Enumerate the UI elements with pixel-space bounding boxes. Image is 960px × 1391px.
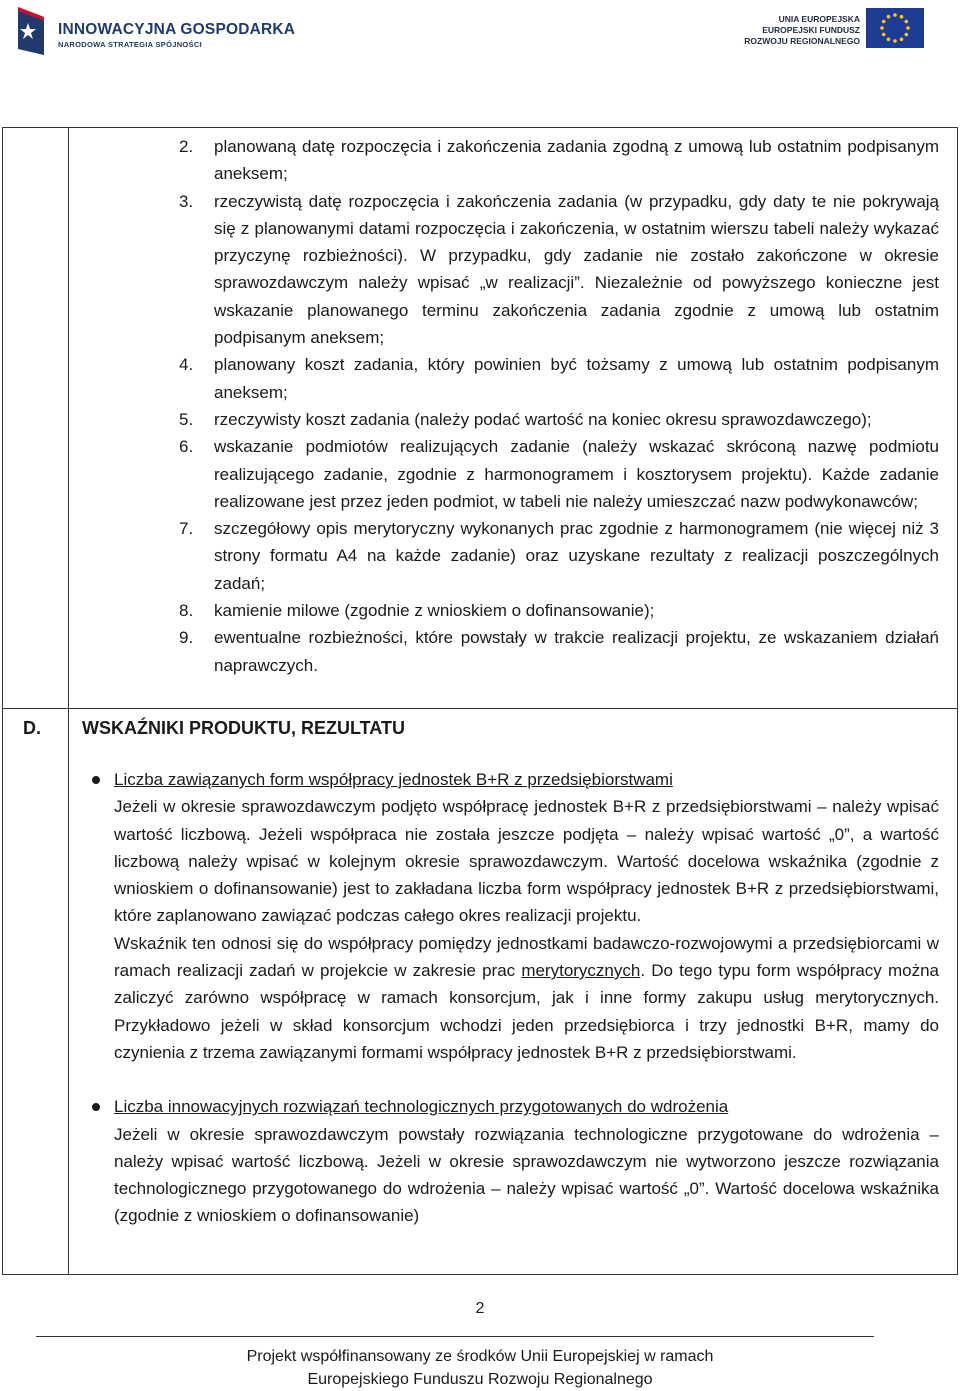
- table-row: [3, 128, 958, 709]
- list-item: [69, 515, 957, 597]
- list-item: [69, 624, 957, 679]
- eu-logo: [744, 8, 924, 54]
- ig-logo-title: INNOWACYJNA GOSPODARKA: [58, 21, 296, 38]
- indicator-content: [114, 1093, 957, 1229]
- bullet-dot-icon: [91, 766, 101, 1066]
- table-cell-content: [69, 709, 958, 1275]
- indicator-paragraph: Jeżeli w okresie sprawozdawczym powstały rozwiązania technologiczne przygotowane do wdrożenia – należy wpisać wartość liczbową. Jeżeli w okresie sprawozdawczym nie wytworzono jeszcze rozwiązania technologicznego przygotowanego do wdrożenia – należy wpisać wartość „0”. Wartość docelowa wskaźnika (zgodnie z wnioskiem o dofinansowanie): [114, 1124, 939, 1226]
- footer-line2: Europejskiego Funduszu Rozwoju Regionalnego: [307, 1371, 653, 1388]
- list-item-number: 2.: [179, 137, 194, 156]
- list-item-number: 5.: [179, 409, 194, 429]
- list-item-number: 9.: [179, 628, 194, 648]
- list-item-number: 6.: [179, 437, 194, 457]
- indicator-title: Liczba zawiązanych form współpracy jednostek B+R z przedsiębiorstwami: [114, 770, 673, 789]
- ig-logo-subtitle: NARODOWA STRATEGIA SPÓJNOŚCI: [58, 40, 202, 49]
- list-item-text: rzeczywistą datę rozpoczęcia i zakończenia zadania (w przypadku, gdy daty te nie pokrywają się z planowanymi datami rozpoczęcia i zakończenia, w ostatnim wierszu tabeli należy wykazać przyczynę rozbieżności). W przypadku, gdy zadanie nie zostało zakończone w okresie sprawozdawczym należy wpisać „w realizacji”. Niezależnie od powyższego konieczne jest wskazanie planowanego terminu zakończenia zadania zgodnie z umową lub ostatnim podpisanym aneksem;: [214, 191, 939, 348]
- list-item-text: wskazanie podmiotów realizujących zadanie (należy wskazać skróconą nazwę podmiotu realizującego zadanie, zgodnie z harmonogramem i kosztorysem projektu). Każde zadanie realizowane jest przez jeden podmiot, w tabeli nie należy umieszczać nazw podwykonawców;: [214, 437, 939, 511]
- list-item-number: 3.: [179, 191, 194, 211]
- footer-divider: [36, 1336, 874, 1337]
- numbered-list: [69, 133, 957, 679]
- list-item-text: ewentualne rozbieżności, które powstały w trakcie realizacji projektu, ze wskazaniem działań naprawczych.: [214, 628, 939, 675]
- list-item: [69, 133, 957, 188]
- list-item-text: planowany koszt zadania, który powinien być tożsamy z umową lub ostatnim podpisanym aneksem;: [214, 355, 939, 402]
- list-item-text: rzeczywisty koszt zadania (należy podać wartość na koniec okresu sprawozdawczego);: [214, 409, 872, 429]
- list-item: [69, 351, 957, 406]
- list-item-number: 7.: [179, 519, 194, 539]
- eu-flag-icon: [866, 8, 924, 48]
- report-table: [2, 127, 958, 1275]
- footer-line1: Projekt współfinansowany ze środków Unii Europejskiej w ramach: [246, 1348, 714, 1365]
- indicator-title: Liczba innowacyjnych rozwiązań technologicznych przygotowanych do wdrożenia: [114, 1097, 729, 1117]
- eu-logo-line2: EUROPEJSKI FUNDUSZ: [762, 25, 860, 35]
- paragraph-fragment: . Do tego typu form współpracy można zaliczyć zarówno współpracę w ramach konsorcjum, jak i inne formy zakupu usług merytorycznych. Przykładowo jeżeli w skład konsorcjum wchodzi jeden przedsiębiorca i trzy jednostki B+R, mamy do czynienia z trzema zawiązanymi formami współpracy jednostek B+R z przedsiębiorstwami.: [114, 961, 939, 1062]
- list-item: [69, 597, 957, 624]
- eu-logo-line3: ROZWOJU REGIONALNEGO: [744, 36, 860, 46]
- list-item-text: kamienie milowe (zgodnie z wnioskiem o dofinansowanie);: [214, 601, 655, 621]
- list-item: [69, 406, 957, 433]
- indicator-bullet: [69, 766, 957, 1066]
- table-cell-content: [69, 128, 958, 709]
- page-header: [0, 0, 960, 70]
- indicator-paragraph: [114, 930, 939, 1066]
- eu-logo-text: [744, 14, 860, 47]
- ig-star-emblem-icon: [14, 5, 48, 57]
- indicator-bullet: [69, 1093, 957, 1229]
- table-cell-label: [3, 709, 69, 1275]
- innowacyjna-gospodarka-logo: [14, 5, 296, 57]
- list-item-text: planowaną datę rozpoczęcia i zakończenia zadania zgodną z umową lub ostatnim podpisanym aneksem;: [214, 137, 939, 184]
- list-item-number: 8.: [179, 601, 194, 621]
- page-footer: [0, 1345, 960, 1391]
- eu-logo-line1: UNIA EUROPEJSKA: [778, 14, 860, 24]
- table-row: [3, 709, 958, 1275]
- paragraph-fragment: Wskaźnik ten odnosi się do współpracy pomiędzy jednostkami badawczo-rozwojowymi a przedsiębiorcami w ramach realizacji zadań w projekcie w zakresie prac: [114, 933, 939, 981]
- indicator-paragraph: Jeżeli w okresie sprawozdawczym podjęto współpracę jednostek B+R z przedsiębiorstwami – należy wpisać wartość liczbową. Jeżeli współpraca nie została jeszcze podjęta – należy wpisać wartość „0”, a wartość liczbową należy wpisać w kolejnym okresie sprawozdawczym. Wartość docelowa wskaźnika (zgodnie z wnioskiem o dofinansowanie) jest to zakładana liczba form współpracy jednostek B+R z przedsiębiorstwami, które zaplanowano zawiązać podczas całego okres realizacji projektu.: [114, 797, 939, 926]
- indicator-content: [114, 766, 957, 1066]
- list-item-text: szczegółowy opis merytoryczny wykonanych prac zgodnie z harmonogramem (nie więcej niż 3 strony formatu A4 na każde zadanie) oraz uzyskane rezultaty z realizacji poszczególnych zadań;: [214, 519, 939, 593]
- list-item: [69, 188, 957, 352]
- section-title: WSKAŹNIKI PRODUKTU, REZULTATU: [82, 718, 405, 738]
- list-item: [69, 433, 957, 515]
- bullet-dot-icon: [91, 1093, 101, 1229]
- page-number: 2: [475, 1300, 485, 1317]
- table-cell-label: [3, 128, 69, 709]
- underlined-word: merytorycznych: [521, 961, 641, 981]
- section-letter: D.: [23, 718, 41, 738]
- list-item-number: 4.: [179, 355, 194, 375]
